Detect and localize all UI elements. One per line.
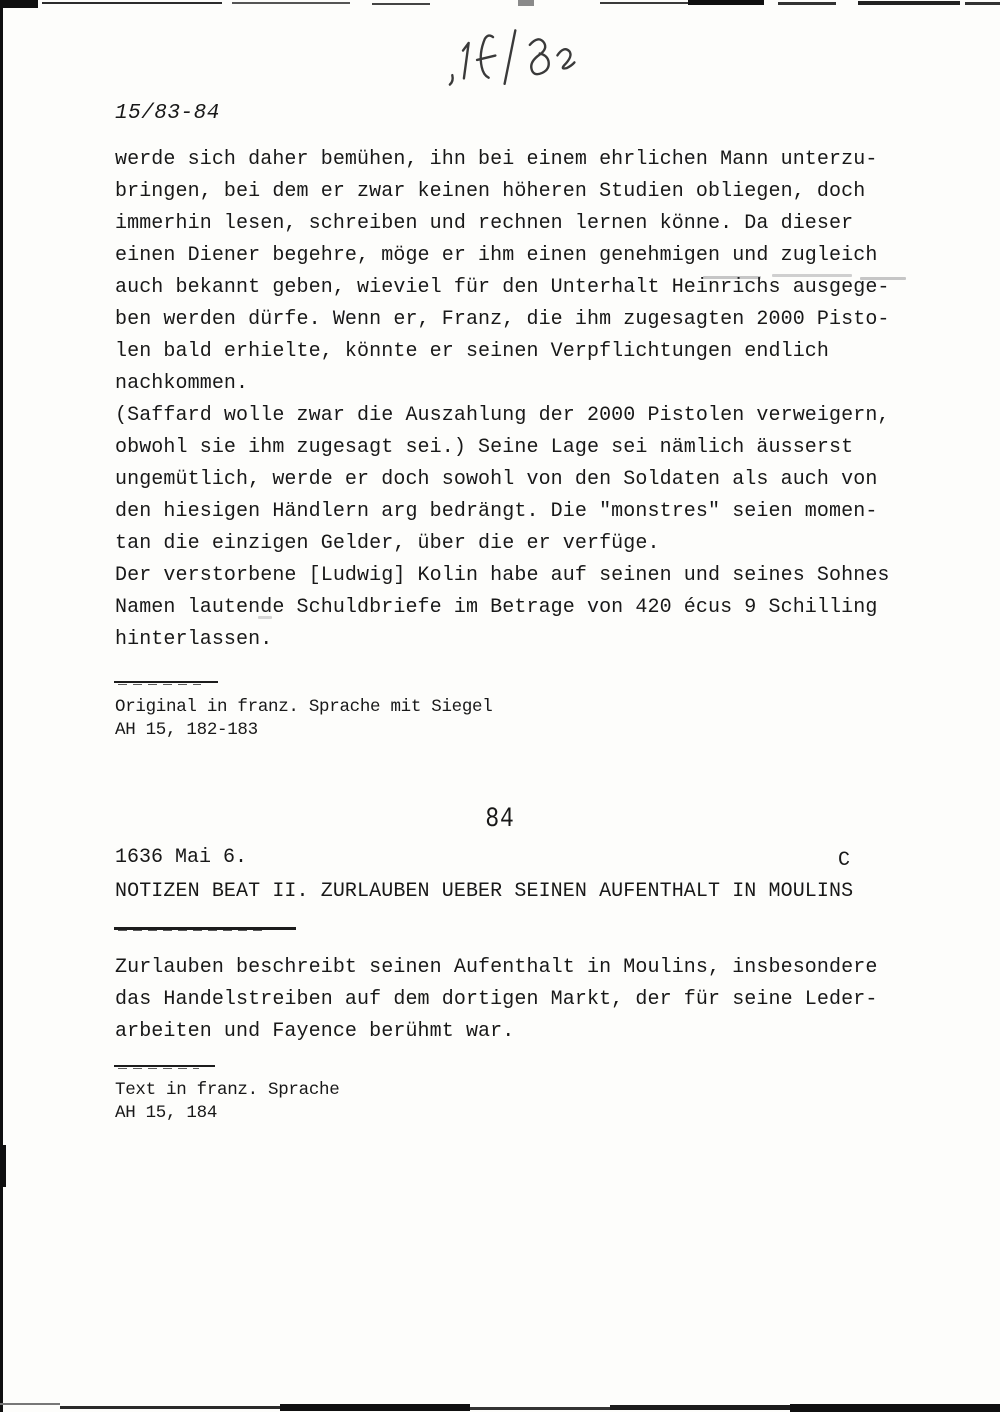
source-archive-ref: AH 15, 184 [115,1103,218,1123]
text-line: auch bekannt geben, wieviel für den Unterhalt Heinrichs ausgege- [115,276,890,299]
entry-date: 1636 Mai 6. [115,846,248,869]
handwriting-strokes [436,22,605,97]
divider-line [114,681,218,683]
source-language-note: Text in franz. Sprache [115,1080,340,1100]
scan-edge-artifact [42,2,222,4]
text-line: (Saffard wolle zwar die Auszahlung der 2000 Pistolen verweigern, [115,404,890,427]
text-line: hinterlassen. [115,628,273,651]
text-line: bringen, bei dem er zwar keinen höheren Studien obliegen, doch [115,180,866,203]
scan-edge-artifact [778,2,836,5]
text-line: Namen lautende Schuldbriefe im Betrage von 420 écus 9 Schilling [115,596,878,619]
divider-line [114,927,296,930]
text-line: obwohl sie ihm zugesagt sei.) Seine Lage sei nämlich äusserst [115,436,854,459]
scan-edge-artifact [0,1403,60,1405]
scan-edge-artifact [0,0,38,8]
scan-edge-artifact [858,1,960,5]
text-line: einen Diener begehre, möge er ihm einen genehmigen und zugleich [115,244,878,267]
scan-edge-artifact [280,1404,470,1411]
scan-edge-artifact [232,2,350,4]
text-line: ungemütlich, werde er doch sowohl von den Soldaten als auch von [115,468,878,491]
scan-edge-artifact [0,1145,6,1187]
entry-84-summary-text [115,952,925,1048]
entry-83-source-note [115,696,715,742]
scan-edge-artifact [60,1406,280,1409]
scan-edge-artifact [790,1404,1000,1412]
handwritten-annotation [436,22,605,97]
entry-number: 84 [485,804,515,835]
scan-edge-artifact [610,1405,790,1410]
scan-edge-artifact [600,2,700,4]
entry-marker-letter: C [838,849,851,872]
scan-edge-artifact [470,1407,610,1410]
text-line: nachkommen. [115,372,249,395]
text-line: immerhin lesen, schreiben und rechnen lernen könne. Da dieser [115,212,854,235]
scan-edge-artifact [688,0,764,5]
source-archive-ref: AH 15, 182-183 [115,720,258,740]
text-line: das Handelstreiben auf dem dortigen Markt, der für seine Leder- [115,988,878,1011]
source-language-note: Original in franz. Sprache mit Siegel [115,697,493,717]
text-line: Zurlauben beschreibt seinen Aufenthalt in Moulins, insbesondere [115,956,878,979]
document-reference: 15/83-84 [115,102,220,125]
divider-line [114,1065,215,1067]
scan-edge-artifact [0,0,3,1412]
entry-title: NOTIZEN BEAT II. ZURLAUBEN UEBER SEINEN AUFENTHALT IN MOULINS [115,880,854,903]
text-line: len bald erhielte, könnte er seinen Verpflichtungen endlich [115,340,830,363]
scan-edge-artifact [518,0,534,6]
scan-edge-artifact [965,2,1000,5]
text-line: ben werden dürfe. Wenn er, Franz, die ihm zugesagten 2000 Pisto- [115,308,890,331]
entry-84-source-note [115,1079,715,1125]
text-line: Der verstorbene [Ludwig] Kolin habe auf seinen und seines Sohnes [115,564,890,587]
text-line: tan die einzigen Gelder, über die er verfüge. [115,532,660,555]
text-line: werde sich daher bemühen, ihn bei einem ehrlichen Mann unterzu- [115,148,878,171]
text-line: arbeiten und Fayence berühmt war. [115,1020,515,1043]
entry-83-body-text [115,144,915,656]
scan-edge-artifact [372,3,430,5]
text-line: den hiesigen Händlern arg bedrängt. Die "monstres" seien momen- [115,500,878,523]
